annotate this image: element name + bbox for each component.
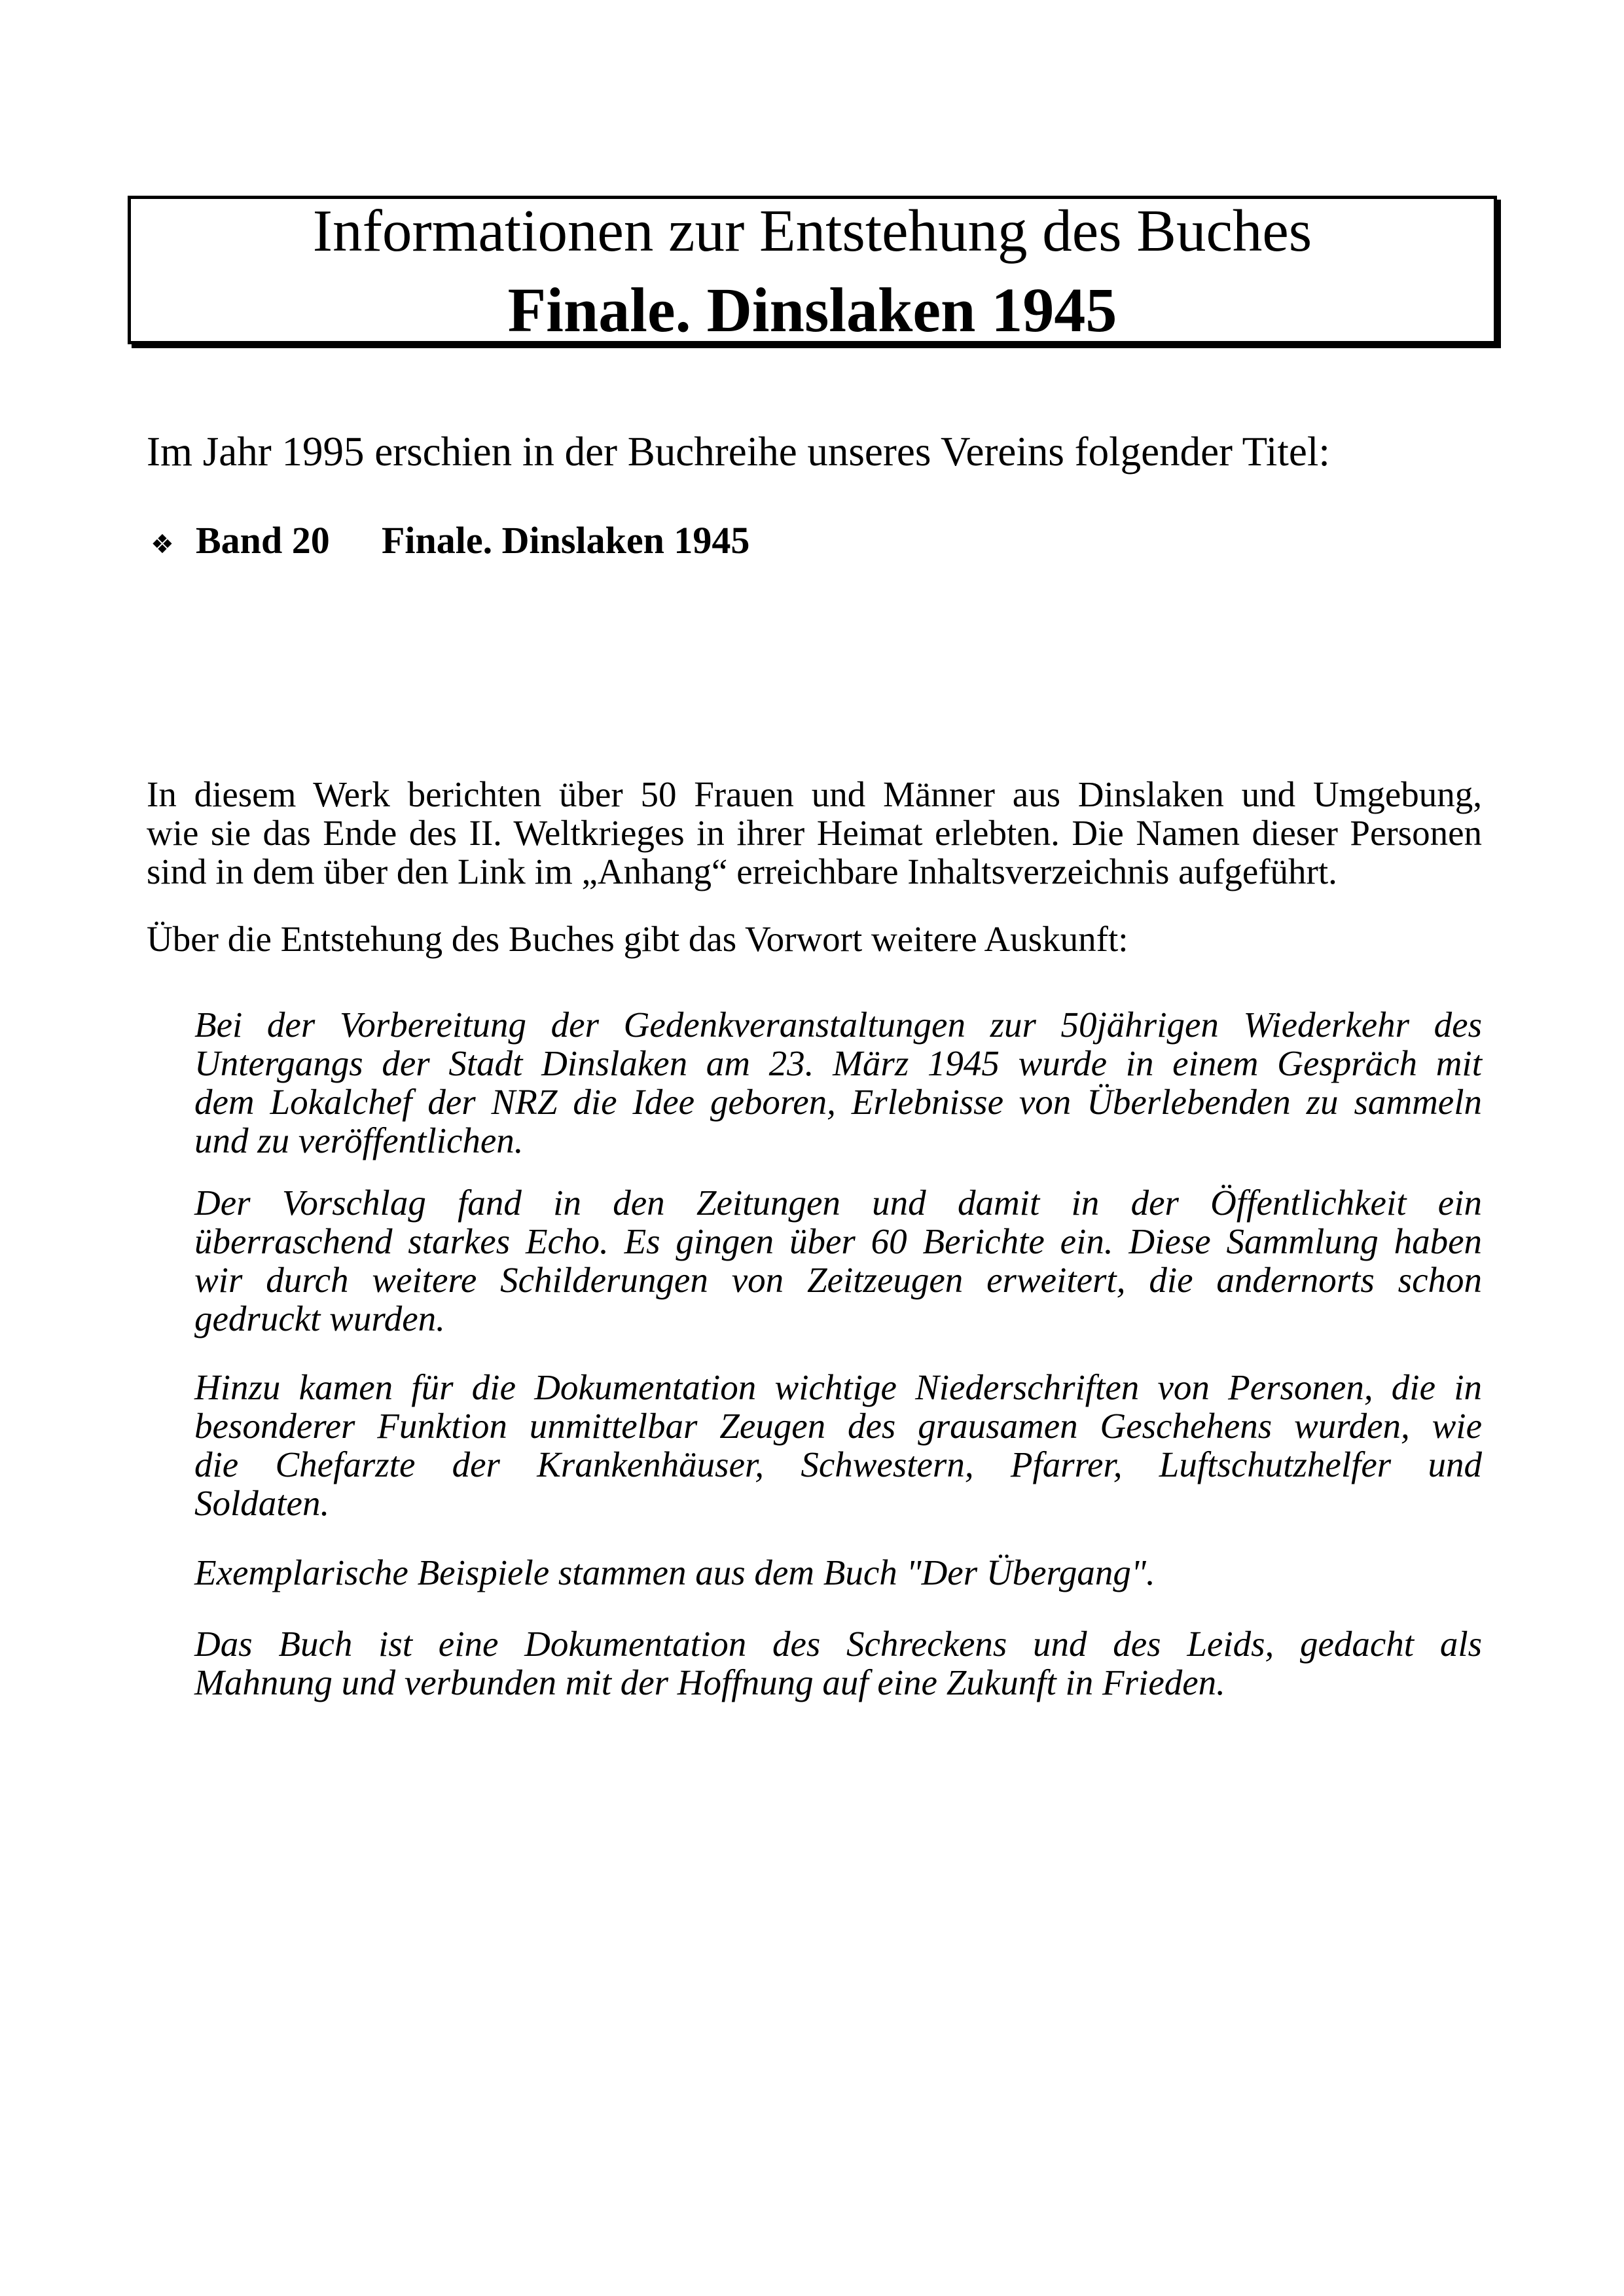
quote-paragraph	[194, 1183, 1482, 1338]
foreword-intro-line: Über die Entstehung des Buches gibt das Vorwort weitere Auskunft:	[147, 919, 1128, 959]
quote-line: überraschend starkes Echo. Es gingen über 60 Berichte ein. Diese Sammlung haben	[194, 1221, 1482, 1261]
quote-line: Das Buch ist eine Dokumentation des Schreckens und des Leids, gedacht als	[194, 1624, 1482, 1664]
quote-line: Bei der Vorbereitung der Gedenkveranstaltungen zur 50jährigen Wiederkehr des	[194, 1005, 1482, 1045]
volume-number: Band 20	[196, 519, 330, 562]
description-line: sind in dem über den Link im „Anhang“ erreichbare Inhaltsverzeichnis aufgeführt.	[147, 852, 1337, 891]
quote-line: Exemplarische Beispiele stammen aus dem Buch "Der Übergang".	[194, 1552, 1155, 1592]
quote-line: gedruckt wurden.	[194, 1299, 445, 1338]
quote-line: die Chefarzte der Krankenhäuser, Schwestern, Pfarrer, Luftschutzhelfer und	[194, 1444, 1482, 1484]
book-title-heading: Finale. Dinslaken 1945	[507, 275, 1117, 345]
page-title: Informationen zur Entstehung des Buches	[312, 198, 1312, 264]
quote-line: wir durch weitere Schilderungen von Zeitzeugen erweitert, die andernorts schon	[194, 1260, 1482, 1300]
quote-paragraph	[194, 1553, 1482, 1592]
quote-line: Untergangs der Stadt Dinslaken am 23. März 1945 wurde in einem Gespräch mit	[194, 1043, 1482, 1083]
quote-paragraph	[194, 1368, 1482, 1522]
foreword-intro	[147, 920, 1482, 958]
quote-paragraph	[194, 1624, 1482, 1702]
intro-text: Im Jahr 1995 erschien in der Buchreihe unseres Vereins folgender Titel:	[147, 429, 1330, 475]
description-line: In diesem Werk berichten über 50 Frauen und Männer aus Dinslaken und Umgebung,	[147, 774, 1482, 814]
quote-paragraph	[194, 1005, 1482, 1160]
quote-line: und zu veröffentlichen.	[194, 1121, 524, 1160]
quote-line: besonderer Funktion unmittelbar Zeugen des grausamen Geschehens wurden, wie	[194, 1406, 1482, 1446]
book-title: Finale. Dinslaken 1945	[382, 519, 750, 562]
quote-line: Hinzu kamen für die Dokumentation wichtige Niederschriften von Personen, die in	[194, 1367, 1482, 1407]
quote-line: Mahnung und verbunden mit der Hoffnung auf eine Zukunft in Frieden.	[194, 1662, 1225, 1702]
title-box	[128, 196, 1497, 344]
list-item	[147, 519, 998, 562]
diamond-bullet-icon	[151, 523, 174, 566]
quote-line: Der Vorschlag fand in den Zeitungen und damit in der Öffentlichkeit ein	[194, 1183, 1482, 1223]
quote-line: Soldaten.	[194, 1483, 330, 1523]
description-line: wie sie das Ende des II. Weltkrieges in ihrer Heimat erlebten. Die Namen dieser Personen	[147, 813, 1482, 853]
quote-line: dem Lokalchef der NRZ die Idee geboren, Erlebnisse von Überlebenden zu sammeln	[194, 1082, 1482, 1122]
description-paragraph	[147, 775, 1482, 891]
